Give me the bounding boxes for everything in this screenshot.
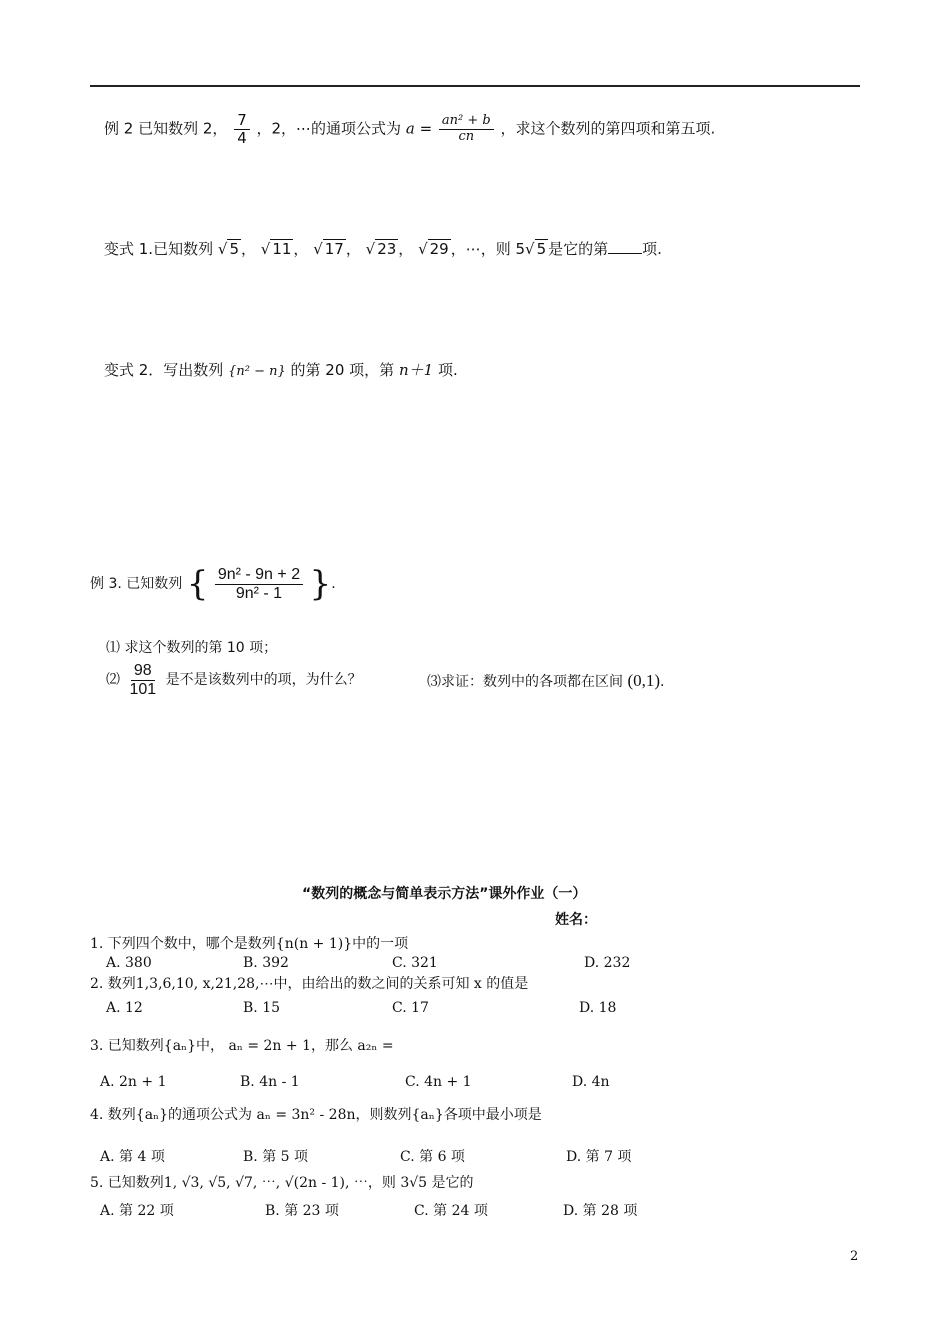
q1-option-c[interactable]: C. 321	[392, 955, 438, 971]
sqrt-term-2: √ 11	[260, 240, 292, 258]
example-3	[90, 564, 336, 605]
q5-option-b[interactable]: B. 第 23 项	[265, 1203, 339, 1219]
q1-option-a[interactable]: A. 380	[106, 955, 152, 971]
q3-option-a[interactable]: A. 2n + 1	[100, 1074, 167, 1090]
formula-denominator: cn	[458, 128, 475, 144]
q2-denominator: 101	[129, 680, 157, 698]
q5-option-a[interactable]: A. 第 22 项	[100, 1203, 174, 1219]
q1-option-d[interactable]: D. 232	[584, 955, 631, 971]
sqrt-target: √ 5	[525, 240, 547, 258]
question-3-stem: 3. 已知数列{aₙ}中， aₙ = 2n + 1，那么 a₂ₙ =	[90, 1038, 394, 1054]
question-5-stem: 5. 已知数列1, √3, √5, √7, ⋯, √(2n - 1), ⋯，则 3√5 是它的	[90, 1175, 474, 1191]
name-label: 姓名：	[555, 912, 597, 928]
q2-label: ⑵	[106, 672, 120, 689]
fraction-denominator: 4	[237, 128, 247, 147]
example-2	[104, 112, 715, 146]
q4-option-d[interactable]: D. 第 7 项	[566, 1149, 632, 1165]
sqrt-term-4: √ 23	[365, 240, 397, 258]
q1-option-b[interactable]: B. 392	[243, 955, 289, 971]
q2-option-a[interactable]: A. 12	[106, 1000, 143, 1016]
formula-numerator: an² + b	[439, 114, 494, 129]
variant-2-set: {n² − n}	[228, 364, 286, 379]
variant-1-mid: 是它的第	[548, 240, 609, 258]
q3-option-d[interactable]: D. 4n	[572, 1074, 610, 1090]
q2-option-d[interactable]: D. 18	[579, 1000, 617, 1016]
q2-option-c[interactable]: C. 17	[392, 1000, 429, 1016]
q3-interval: (0,1)	[627, 671, 661, 690]
question-4-stem: 4. 数列{aₙ}的通项公式为 aₙ = 3n² - 28n，则数列{aₙ}各项中最小项是	[90, 1107, 542, 1123]
example-2-suffix: ，求这个数列的第四项和第五项.	[500, 119, 716, 138]
question-2-stem: 2. 数列1,3,6,10, x,21,28,⋯中，由给出的数之间的关系可知 x 的值是	[90, 976, 529, 992]
example-2-formula	[439, 114, 494, 144]
left-brace: {	[186, 564, 209, 605]
example-3-period: .	[331, 576, 336, 593]
q4-option-a[interactable]: A. 第 4 项	[100, 1149, 165, 1165]
right-brace: }	[309, 564, 332, 605]
example-3-numerator: 9n² - 9n + 2	[215, 566, 303, 585]
example-2-fraction	[234, 112, 250, 146]
q5-option-d[interactable]: D. 第 28 项	[563, 1203, 638, 1219]
variant-1-suffix: 项.	[642, 240, 662, 258]
header-rule	[90, 85, 860, 87]
example-3-fraction	[215, 566, 303, 602]
homework-title: “数列的概念与简单表示方法”课外作业（一）	[302, 886, 587, 902]
sqrt-term-1: √ 5	[217, 240, 239, 258]
example-3-prefix: 例 3. 已知数列	[90, 576, 183, 593]
q4-option-c[interactable]: C. 第 6 项	[400, 1149, 465, 1165]
variant-2-term: n＋1	[398, 361, 434, 379]
q5-option-c[interactable]: C. 第 24 项	[414, 1203, 488, 1219]
q2-text: 是不是该数列中的项，为什么？	[165, 672, 362, 689]
fraction-numerator: 7	[234, 112, 250, 130]
q4-option-b[interactable]: B. 第 5 项	[243, 1149, 308, 1165]
q3-option-c[interactable]: C. 4n + 1	[405, 1074, 472, 1090]
variant-2	[104, 359, 458, 380]
sqrt-term-3: √ 17	[313, 240, 344, 258]
example-2-eq: =	[419, 119, 437, 138]
example-3-q3	[427, 671, 664, 691]
q3-option-b[interactable]: B. 4n - 1	[240, 1074, 300, 1090]
variant-2-middle: 的第 20 项，第	[290, 361, 395, 379]
variant-1-prefix: 变式 1.已知数列	[104, 240, 214, 258]
example-3-denominator: 9n² - 1	[235, 584, 283, 602]
example-2-var: a	[405, 119, 415, 138]
q2-option-b[interactable]: B. 15	[243, 1000, 281, 1016]
example-2-prefix: 例 2 已知数列 2，	[104, 119, 228, 138]
q2-numerator: 98	[131, 662, 155, 681]
q3-end: .	[660, 674, 665, 690]
example-2-middle: ，2，⋯的通项公式为	[256, 119, 402, 138]
sqrt-term-5: √ 29	[418, 240, 449, 258]
example-3-q2	[106, 662, 362, 698]
variant-1: 变式 1.已知数列 √ 5 ， √ 11 ， √ 17 ， √ 23 ， √ 29 ，⋯，则 5√ 5 是它的第 项.	[104, 240, 662, 258]
example-3-q1: ⑴ 求这个数列的第 10 项；	[106, 640, 278, 656]
variant-2-prefix: 变式 2．写出数列	[104, 361, 224, 379]
variant-1-ellipsis: ，⋯，则 5	[450, 240, 526, 258]
q2-fraction	[126, 662, 159, 698]
question-1-stem: 1. 下列四个数中，哪个是数列{n(n + 1)}中的一项	[90, 936, 409, 952]
variant-2-suffix: 项.	[437, 361, 458, 379]
answer-blank[interactable]	[608, 241, 642, 254]
q3-text: ⑶求证：数列中的各项都在区间	[427, 674, 623, 690]
page-number: 2	[850, 1249, 859, 1264]
